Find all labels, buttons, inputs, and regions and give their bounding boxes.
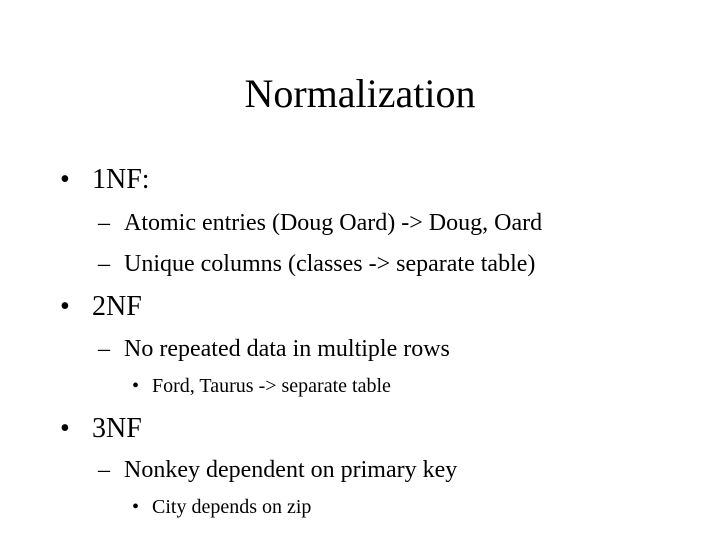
dash-marker: – (98, 336, 110, 362)
sub-bullet-text: No repeated data in multiple rows (124, 336, 450, 362)
bullet-text: 1NF: (92, 164, 150, 195)
sub-sub-bullet-city-depends (132, 494, 311, 520)
sub-bullet-no-repeated-data (98, 334, 450, 364)
dash-marker: – (98, 210, 110, 236)
bullet-marker: • (132, 375, 140, 397)
bullet-marker: • (60, 413, 70, 444)
bullet-marker: • (60, 164, 70, 195)
sub-sub-bullet-text: Ford, Taurus -> separate table (152, 375, 391, 397)
sub-bullet-text: Atomic entries (Doug Oard) -> Doug, Oard (124, 210, 543, 236)
sub-bullet-text: Nonkey dependent on primary key (124, 457, 458, 483)
bullet-3nf (60, 412, 142, 446)
bullet-marker: • (60, 291, 70, 322)
dash-marker: – (98, 251, 110, 277)
bullet-text: 3NF (92, 413, 142, 444)
bullet-1nf (60, 163, 150, 197)
sub-sub-bullet-text: City depends on zip (152, 496, 312, 518)
bullet-2nf (60, 290, 142, 324)
bullet-marker: • (132, 496, 140, 518)
sub-bullet-atomic-entries (98, 208, 542, 238)
sub-bullet-text: Unique columns (classes -> separate table) (124, 251, 536, 277)
sub-sub-bullet-ford-taurus (132, 373, 391, 399)
sub-bullet-unique-columns (98, 249, 535, 279)
dash-marker: – (98, 457, 110, 483)
sub-bullet-nonkey-dependent (98, 455, 457, 485)
bullet-text: 2NF (92, 291, 142, 322)
slide-title: Normalization (244, 71, 476, 116)
